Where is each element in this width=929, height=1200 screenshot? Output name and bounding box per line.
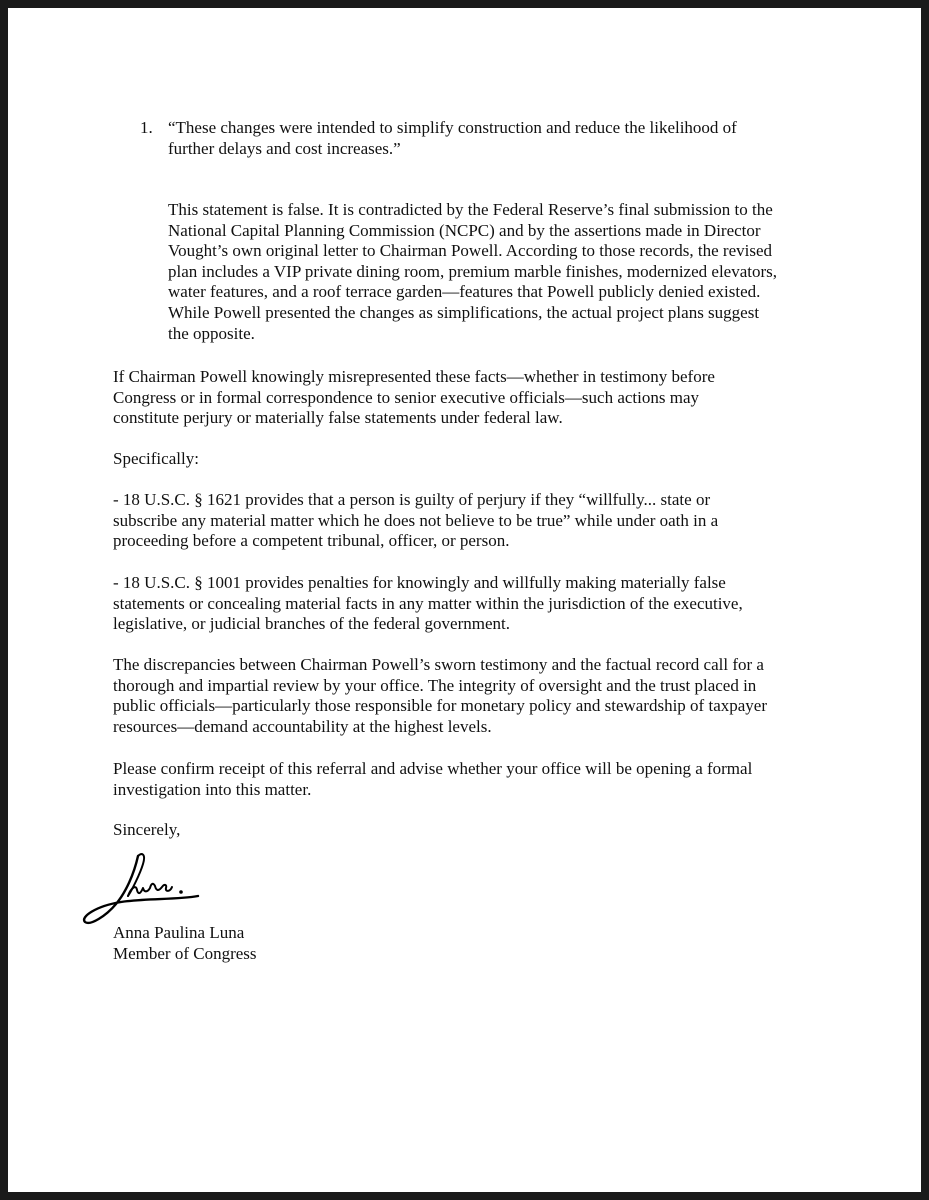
paragraph-line: proceeding before a competent tribunal, officer, or person. bbox=[113, 531, 510, 551]
numbered-item-1 bbox=[140, 118, 800, 159]
response-line: While Powell presented the changes as simplifications, the actual project plans suggest bbox=[168, 302, 760, 322]
response-line: Vought’s own original letter to Chairman Powell. According to those records, the revised bbox=[168, 241, 773, 261]
misrepresentation-paragraph bbox=[113, 367, 833, 429]
response-line: National Capital Planning Commission (NCPC) and by the assertions made in Director bbox=[168, 220, 761, 240]
letter-page bbox=[8, 8, 921, 1192]
paragraph-line: legislative, or judicial branches of the federal government. bbox=[113, 614, 510, 634]
statute-1001-paragraph bbox=[113, 573, 833, 635]
quote-line: “These changes were intended to simplify construction and reduce the likelihood of bbox=[168, 118, 737, 137]
paragraph-line: resources—demand accountability at the highest levels. bbox=[113, 716, 492, 736]
response-line: plan includes a VIP private dining room, premium marble finishes, modernized elevators, bbox=[168, 261, 778, 281]
handwritten-signature bbox=[76, 844, 236, 934]
statement-response bbox=[168, 200, 818, 344]
signature-block bbox=[113, 923, 513, 964]
response-line: This statement is false. It is contradicted by the Federal Reserve’s final submission to the bbox=[168, 200, 773, 219]
paragraph-line: constitute perjury or materially false statements under federal law. bbox=[113, 408, 563, 428]
signer-name: Anna Paulina Luna bbox=[113, 923, 245, 942]
paragraph-line: Congress or in formal correspondence to senior executive officials—such actions may bbox=[113, 387, 700, 407]
specifically-heading: Specifically: bbox=[113, 449, 199, 468]
paragraph-line: If Chairman Powell knowingly misrepresented these facts—whether in testimony before bbox=[113, 367, 715, 386]
paragraph-line: The discrepancies between Chairman Powell’s sworn testimony and the factual record call for a bbox=[113, 655, 764, 674]
quoted-statement bbox=[168, 118, 800, 159]
paragraph-line: statements or concealing material facts in any matter within the jurisdiction of the executive, bbox=[113, 593, 743, 613]
paragraph-line: investigation into this matter. bbox=[113, 779, 312, 799]
paragraph-line: subscribe any material matter which he does not believe to be true” while under oath in a bbox=[113, 510, 719, 530]
paragraph-line: - 18 U.S.C. § 1621 provides that a person is guilty of perjury if they “willfully... state or bbox=[113, 490, 711, 509]
discrepancies-paragraph bbox=[113, 655, 843, 737]
paragraph-line: - 18 U.S.C. § 1001 provides penalties for knowingly and willfully making materially false bbox=[113, 573, 726, 592]
confirm-receipt-paragraph bbox=[113, 759, 833, 800]
paragraph-line: thorough and impartial review by your office. The integrity of oversight and the trust placed in bbox=[113, 675, 757, 695]
paragraph-line: public officials—particularly those responsible for monetary policy and stewardship of taxpayer bbox=[113, 696, 767, 716]
response-line: water features, and a roof terrace garden—features that Powell publicly denied existed. bbox=[168, 282, 761, 302]
quote-line: further delays and cost increases.” bbox=[168, 138, 401, 158]
paragraph-line: Please confirm receipt of this referral and advise whether your office will be opening a formal bbox=[113, 759, 753, 778]
closing-salutation: Sincerely, bbox=[113, 820, 181, 839]
statute-1621-paragraph bbox=[113, 490, 833, 552]
signer-title: Member of Congress bbox=[113, 943, 257, 963]
response-line: the opposite. bbox=[168, 323, 255, 343]
item-number: 1. bbox=[140, 118, 153, 137]
